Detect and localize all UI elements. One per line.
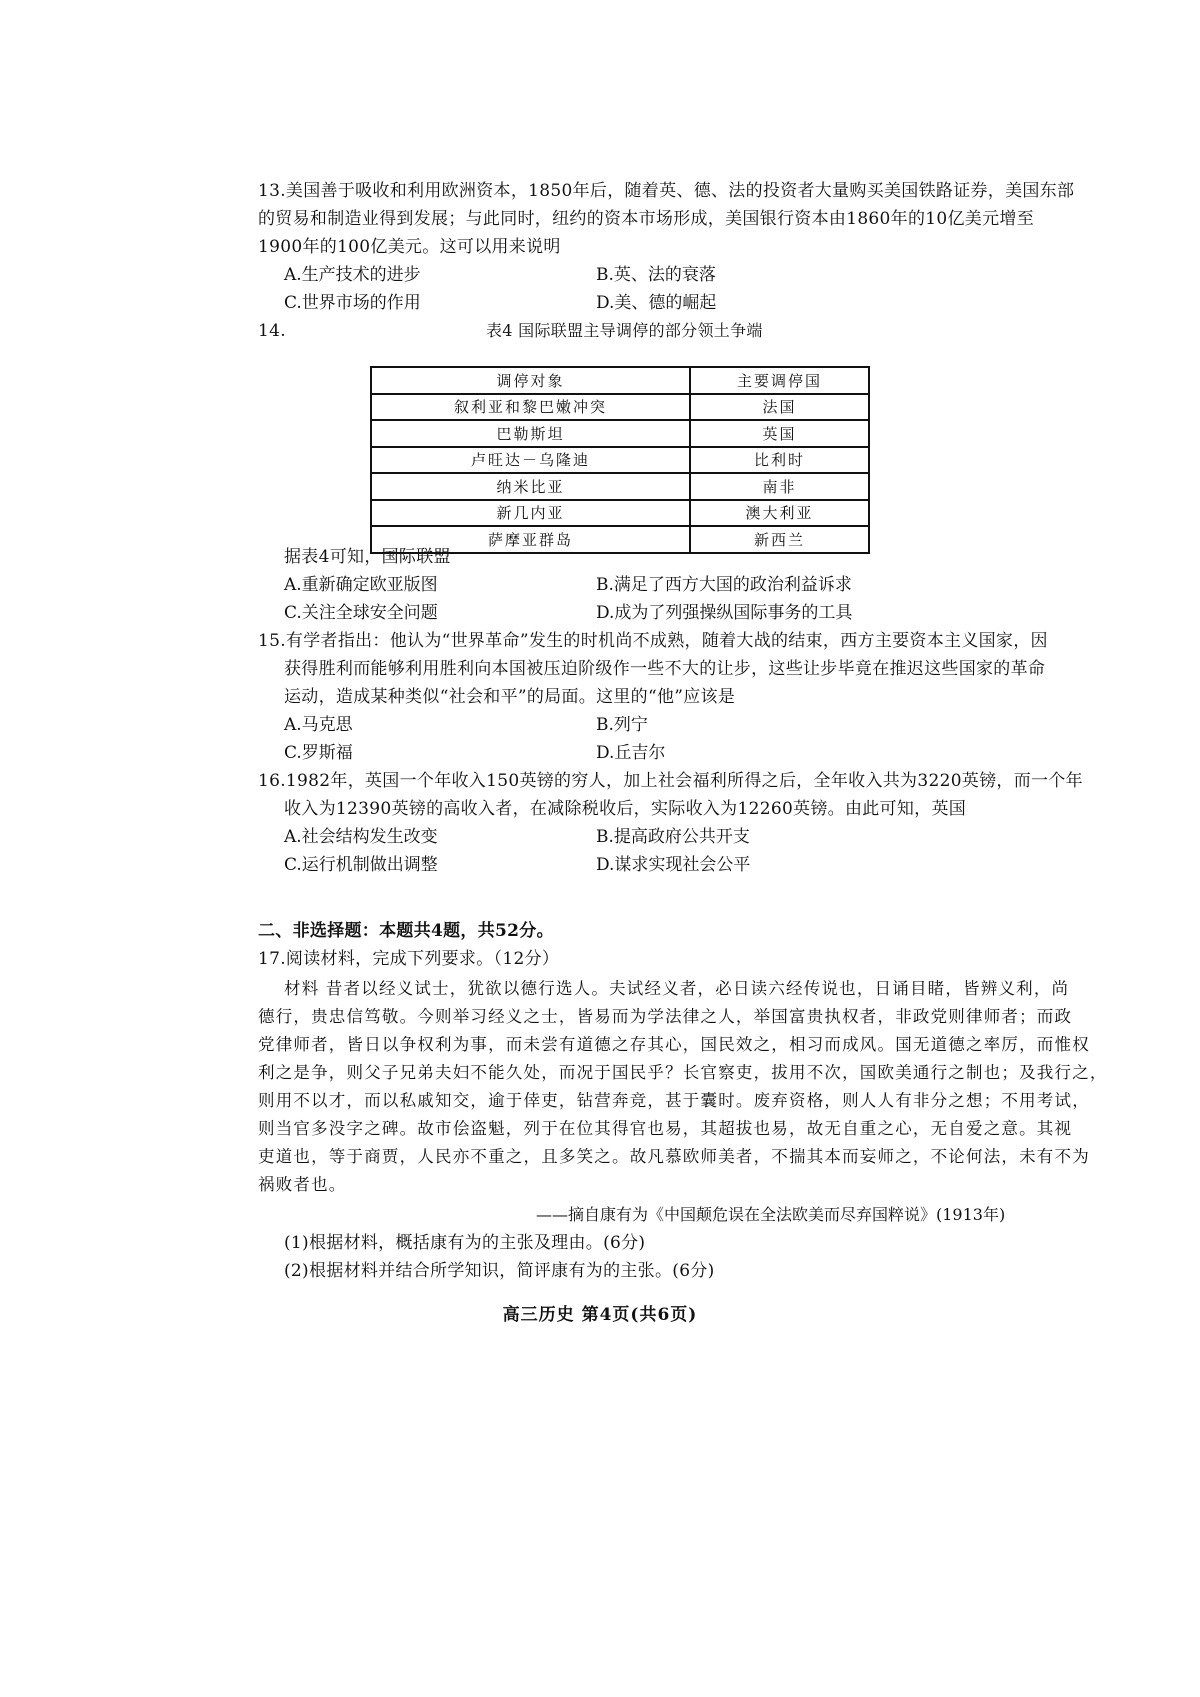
q13-option-c: C.世界市场的作用 xyxy=(284,293,421,313)
table-cell-mediator: 澳大利亚 xyxy=(690,500,869,527)
q17-sub-question-2: (2)根据材料并结合所学知识，简评康有为的主张。(6分) xyxy=(284,1261,715,1281)
table-cell-mediator: 比利时 xyxy=(690,447,869,474)
q15-option-b: B.列宁 xyxy=(596,715,648,735)
q13-option-a: A.生产技术的进步 xyxy=(284,265,421,285)
dispute-table xyxy=(370,366,870,554)
table-cell-object: 巴勒斯坦 xyxy=(371,420,690,447)
q14-option-c: C.关注全球安全问题 xyxy=(284,603,438,623)
q14-number: 14. xyxy=(258,321,286,341)
material-line: 则用不以才，而以私戚知交，逾于倖吏，钻营奔竞，甚于囊时。废弃资格，则人人有非分之想；不用考试， xyxy=(258,1091,1090,1110)
material-line: 材料 昔者以经义试士，犹欲以德行选人。夫试经义者，必日读六经传说也，日诵目睹，皆辨义利，尚 xyxy=(284,979,1070,998)
table-header-cell: 主要调停国 xyxy=(690,367,869,394)
q16-option-b: B.提高政府公共开支 xyxy=(596,827,750,847)
table-cell-object: 纳米比亚 xyxy=(371,473,690,500)
q14-stem: 据表4可知，国际联盟 xyxy=(284,547,451,567)
q15-line-2: 获得胜利而能够利用胜利向本国被压迫阶级作一些不大的让步，这些让步毕竟在推迟这些国家的革命 xyxy=(284,659,1046,679)
q13-line-3: 1900年的100亿美元。这可以用来说明 xyxy=(258,237,561,257)
q15-line-3: 运动，造成某种类似“社会和平”的局面。这里的“他”应该是 xyxy=(284,687,736,707)
q16-line-1: 16.1982年，英国一个年收入150英镑的穷人，加上社会福利所得之后，全年收入共为3220英镑，而一个年 xyxy=(258,771,1083,791)
table-cell-object: 卢旺达－乌隆迪 xyxy=(371,447,690,474)
page-footer: 高三历史 第4页(共6页) xyxy=(502,1305,698,1325)
material-line: 祸败者也。 xyxy=(258,1175,347,1194)
material-line: 利之是争，则父子兄弟夫妇不能久处，而况于国民乎？长官察吏，拔用不次，国欧美通行之制也；及我行之， xyxy=(258,1063,1108,1082)
q16-line-2: 收入为12390英镑的高收入者，在减除税收后，实际收入为12260英镑。由此可知，英国 xyxy=(284,799,967,819)
q16-option-a: A.社会结构发生改变 xyxy=(284,827,438,847)
q15-option-d: D.丘吉尔 xyxy=(596,743,666,763)
table-row xyxy=(371,473,869,500)
q13-option-d: D.美、德的崛起 xyxy=(596,293,717,313)
table-cell-mediator: 法国 xyxy=(690,394,869,421)
material-line: 德行，贵忠信笃敬。今则举习经义之士，皆易而为学法律之人，举国富贵执权者，非政党则律师者；而政 xyxy=(258,1007,1073,1026)
table-row xyxy=(371,500,869,527)
material-line: 则当官多没字之碑。故市侩盗魁，列于在位其得官也易，其超拔也易，故无自重之心，无自爱之意。其视 xyxy=(258,1119,1073,1138)
q14-option-b: B.满足了西方大国的政治利益诉求 xyxy=(596,575,852,595)
q17-stem: 17.阅读材料，完成下列要求。（12分） xyxy=(258,949,560,969)
q13-line-2: 的贸易和制造业得到发展；与此同时，纽约的资本市场形成，美国银行资本由1860年的10亿美元增至 xyxy=(258,209,1034,229)
table-cell-object: 萨摩亚群岛 xyxy=(371,526,690,553)
table-row xyxy=(371,420,869,447)
section-title: 二、非选择题：本题共4题，共52分。 xyxy=(258,921,554,941)
table-cell-object: 叙利亚和黎巴嫩冲突 xyxy=(371,394,690,421)
material-line: 吏道也，等于商贾，人民亦不重之，且多笑之。故凡慕欧师美者，不揣其本而妄师之，不论何法，未有不为 xyxy=(258,1147,1090,1166)
table-cell-mediator: 南非 xyxy=(690,473,869,500)
table-header-cell: 调停对象 xyxy=(371,367,690,394)
table-cell-mediator: 新西兰 xyxy=(690,526,869,553)
material-source: ——摘自康有为《中国颠危误在全法欧美而尽弃国粹说》(1913年) xyxy=(536,1205,1006,1224)
q13-option-b: B.英、法的衰落 xyxy=(596,265,716,285)
table-header-row xyxy=(371,367,869,394)
table-cell-mediator: 英国 xyxy=(690,420,869,447)
q15-line-1: 15.有学者指出：他认为“世界革命”发生的时机尚不成熟，随着大战的结束，西方主要资本主义国家，因 xyxy=(258,631,1048,651)
table-row xyxy=(371,394,869,421)
q13-line-1: 13.美国善于吸收和利用欧洲资本，1850年后，随着英、德、法的投资者大量购买美国铁路证券，美国东部 xyxy=(258,181,1075,201)
q14-option-a: A.重新确定欧亚版图 xyxy=(284,575,438,595)
table-caption: 表4 国际联盟主导调停的部分领土争端 xyxy=(486,321,763,340)
q17-sub-question-1: (1)根据材料，概括康有为的主张及理由。(6分) xyxy=(284,1233,646,1253)
q15-option-c: C.罗斯福 xyxy=(284,743,353,763)
q14-option-d: D.成为了列强操纵国际事务的工具 xyxy=(596,603,853,623)
table-row xyxy=(371,447,869,474)
q16-option-d: D.谋求实现社会公平 xyxy=(596,855,751,875)
q16-option-c: C.运行机制做出调整 xyxy=(284,855,438,875)
q15-option-a: A.马克思 xyxy=(284,715,353,735)
material-line: 党律师者，皆日以争权利为事，而未尝有道德之存其心，国民效之，相习而成风。国无道德之率厉，而惟权 xyxy=(258,1035,1090,1054)
table-cell-object: 新几内亚 xyxy=(371,500,690,527)
